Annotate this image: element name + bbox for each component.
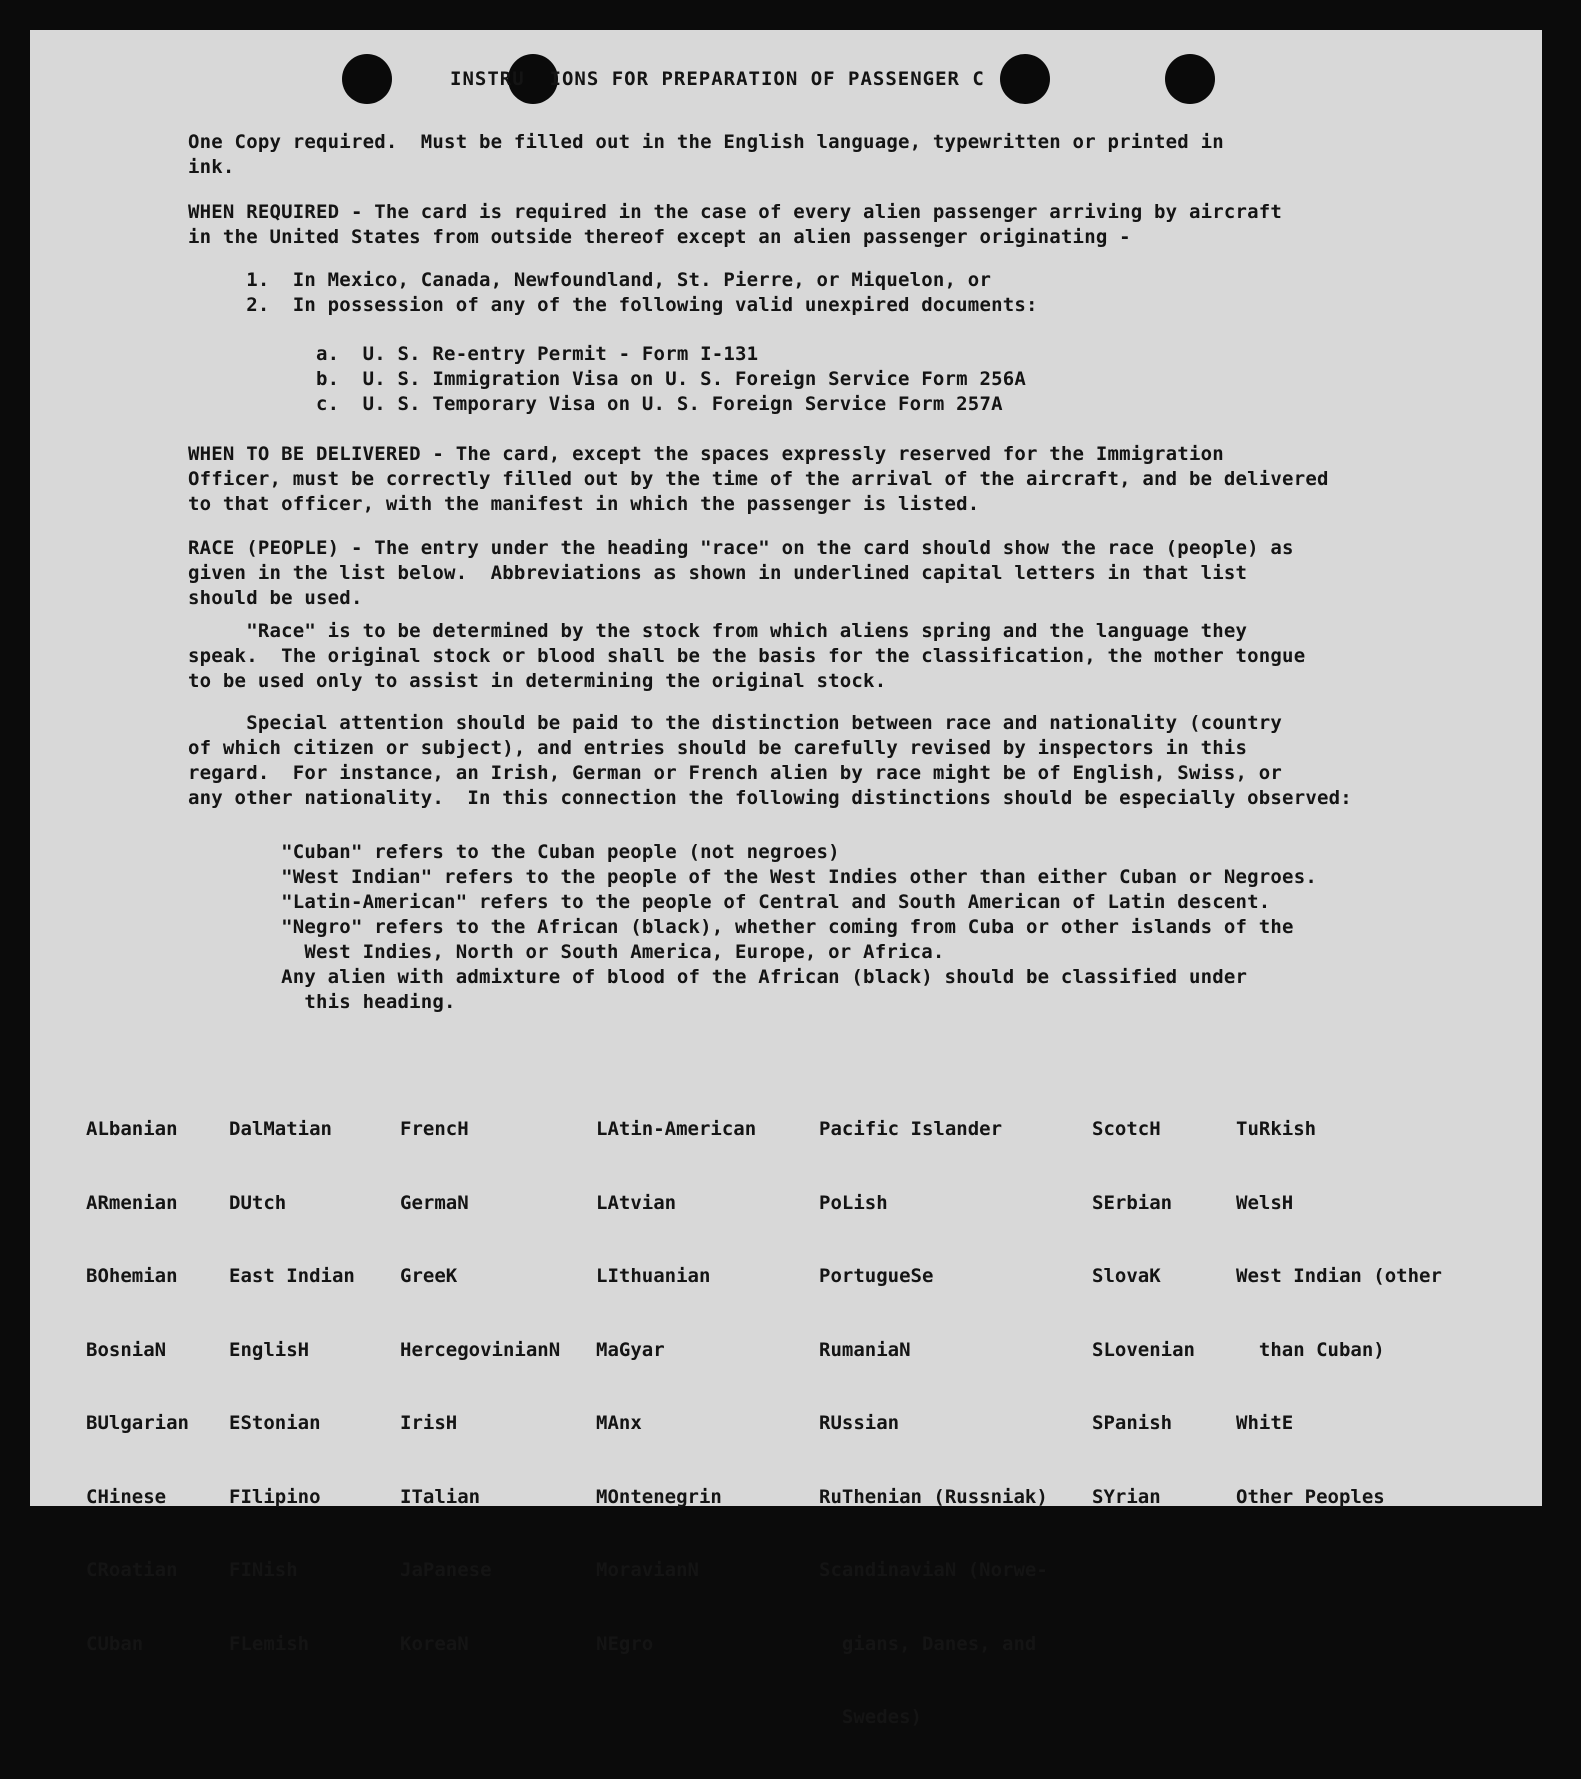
- race-item: RuThenian (Russniak): [819, 1485, 1048, 1508]
- race-item: KoreaN: [400, 1632, 469, 1655]
- race-item: FrencH: [400, 1118, 469, 1140]
- race-item: FLemish: [229, 1632, 310, 1655]
- race-item: MoravianN: [596, 1559, 699, 1581]
- intro-paragraph: One Copy required. Must be filled out in the English language, typewritten or printed in ink.: [188, 131, 1224, 178]
- page-title: INSTRU IONS FOR PREPARATION OF PASSENGER C: [450, 68, 985, 90]
- race-item: East Indian: [229, 1265, 355, 1287]
- race-item: RumaniaN: [819, 1338, 911, 1361]
- race-item: West Indian (other: [1236, 1265, 1442, 1287]
- race-item: Other Peoples: [1236, 1485, 1385, 1508]
- race-item: BOhemian: [86, 1265, 178, 1287]
- race-item: PoLish: [819, 1191, 888, 1214]
- race-item: WelsH: [1236, 1191, 1294, 1214]
- when-required-paragraph: WHEN REQUIRED - The card is required in the case of every alien passenger arriving by aircraft in the United States from outside thereof except an alien passenger originating -: [188, 201, 1283, 248]
- distinctions-list: "Cuban" refers to the Cuban people (not negroes) "West Indian" refers to the people of the West Indies other than either Cuban or Negroes. "Latin-American" refers to the people of Central and South American of Latin descent. "Negro" refers to the African (black), whether coming from Cuba or other islands of the West Indies, North or South America, Europe, or Africa. Any alien with admixture of blood of the African (black) should be classified under this heading.: [281, 841, 1317, 1013]
- race-item: ARmenian: [86, 1191, 178, 1214]
- race-item: IrisH: [400, 1412, 458, 1434]
- special-attention-paragraph: Special attention should be paid to the distinction between race and nationality (country of which citizen or subject), and entries should be carefully revised by inspectors in this regard. For instance, an Irish, German or French alien by race might be of English, Swiss, or any other nationality. In this connection the following distinctions should be especially observed:: [188, 712, 1352, 809]
- race-item: MaGyar: [596, 1338, 665, 1361]
- race-item: FINish: [229, 1559, 298, 1581]
- race-column-1: [86, 1068, 189, 1705]
- race-item: SlovaK: [1092, 1265, 1161, 1287]
- race-item: Swedes): [819, 1706, 922, 1728]
- race-item: MOntenegrin: [596, 1485, 722, 1508]
- race-item: SErbian: [1092, 1191, 1173, 1214]
- race-column-2: [229, 1068, 355, 1705]
- race-item: SPanish: [1092, 1412, 1173, 1434]
- when-delivered-paragraph: WHEN TO BE DELIVERED - The card, except the spaces expressly reserved for the Immigration Officer, must be correctly filled out by the time of the arrival of the aircraft, and be delivered to that officer, with the manifest in which the passenger is listed.: [188, 443, 1329, 515]
- race-item: ScotcH: [1092, 1118, 1161, 1140]
- punch-hole-4: [1165, 54, 1215, 104]
- race-item: EStonian: [229, 1412, 321, 1434]
- punch-hole-1: [342, 54, 392, 104]
- race-item: BUlgarian: [86, 1412, 189, 1434]
- punch-hole-3: [1000, 54, 1050, 104]
- race-item: SYrian: [1092, 1485, 1161, 1508]
- race-people-paragraph: RACE (PEOPLE) - The entry under the heading "race" on the card should show the race (people) as given in the list below. Abbreviations as shown in underlined capital letters in that list should be used.: [188, 537, 1294, 609]
- race-determined-paragraph: "Race" is to be determined by the stock from which aliens spring and the language they speak. The original stock or blood shall be the basis for the classification, the mother tongue to be used only to assist in determining the original stock.: [188, 620, 1306, 692]
- race-item: LAtvian: [596, 1191, 677, 1214]
- race-item: LAtin-American: [596, 1118, 757, 1140]
- race-item: RUssian: [819, 1412, 900, 1434]
- race-item: HercegovinianN: [400, 1338, 561, 1361]
- race-column-7: [1236, 1068, 1442, 1558]
- race-item: ITalian: [400, 1485, 481, 1508]
- race-column-4: [596, 1068, 756, 1705]
- race-list: [86, 1068, 1442, 1728]
- race-item: BosniaN: [86, 1338, 167, 1361]
- race-item: EnglisH: [229, 1338, 310, 1361]
- race-item: WhitE: [1236, 1412, 1294, 1434]
- race-item: GermaN: [400, 1191, 469, 1214]
- race-item: DUtch: [229, 1191, 287, 1214]
- numbered-list: 1. In Mexico, Canada, Newfoundland, St. Pierre, or Miquelon, or 2. In possession of any of the following valid unexpired documents:: [246, 269, 1038, 316]
- documents-list: a. U. S. Re-entry Permit - Form I-131 b. U. S. Immigration Visa on U. S. Foreign Service Form 256A c. U. S. Temporary Visa on U. S. Foreign Service Form 257A: [316, 343, 1027, 415]
- document-page: [30, 30, 1542, 1728]
- race-item: ALbanian: [86, 1118, 178, 1140]
- race-item: CRoatian: [86, 1559, 178, 1581]
- race-item: DalMatian: [229, 1118, 332, 1140]
- race-item: Pacific Islander: [819, 1118, 1003, 1140]
- race-item: gians, Danes, and: [819, 1632, 1037, 1655]
- race-column-3: [400, 1068, 560, 1705]
- race-column-6: [1092, 1068, 1195, 1558]
- race-item: CHinese: [86, 1485, 167, 1508]
- race-item: PortugueSe: [819, 1265, 934, 1287]
- race-item: FIlipino: [229, 1485, 321, 1508]
- race-item: JaPanese: [400, 1559, 492, 1581]
- race-item: LIthuanian: [596, 1265, 711, 1287]
- race-item: CUban: [86, 1632, 144, 1655]
- race-column-5: [819, 1068, 1048, 1779]
- race-item: than Cuban): [1236, 1338, 1385, 1361]
- race-item: SLovenian: [1092, 1338, 1195, 1361]
- race-item: GreeK: [400, 1265, 458, 1287]
- race-item: TuRkish: [1236, 1118, 1317, 1140]
- race-item: ScandinaviaN (Norwe-: [819, 1559, 1048, 1581]
- race-item: MAnx: [596, 1412, 642, 1434]
- race-item: NEgro: [596, 1632, 654, 1655]
